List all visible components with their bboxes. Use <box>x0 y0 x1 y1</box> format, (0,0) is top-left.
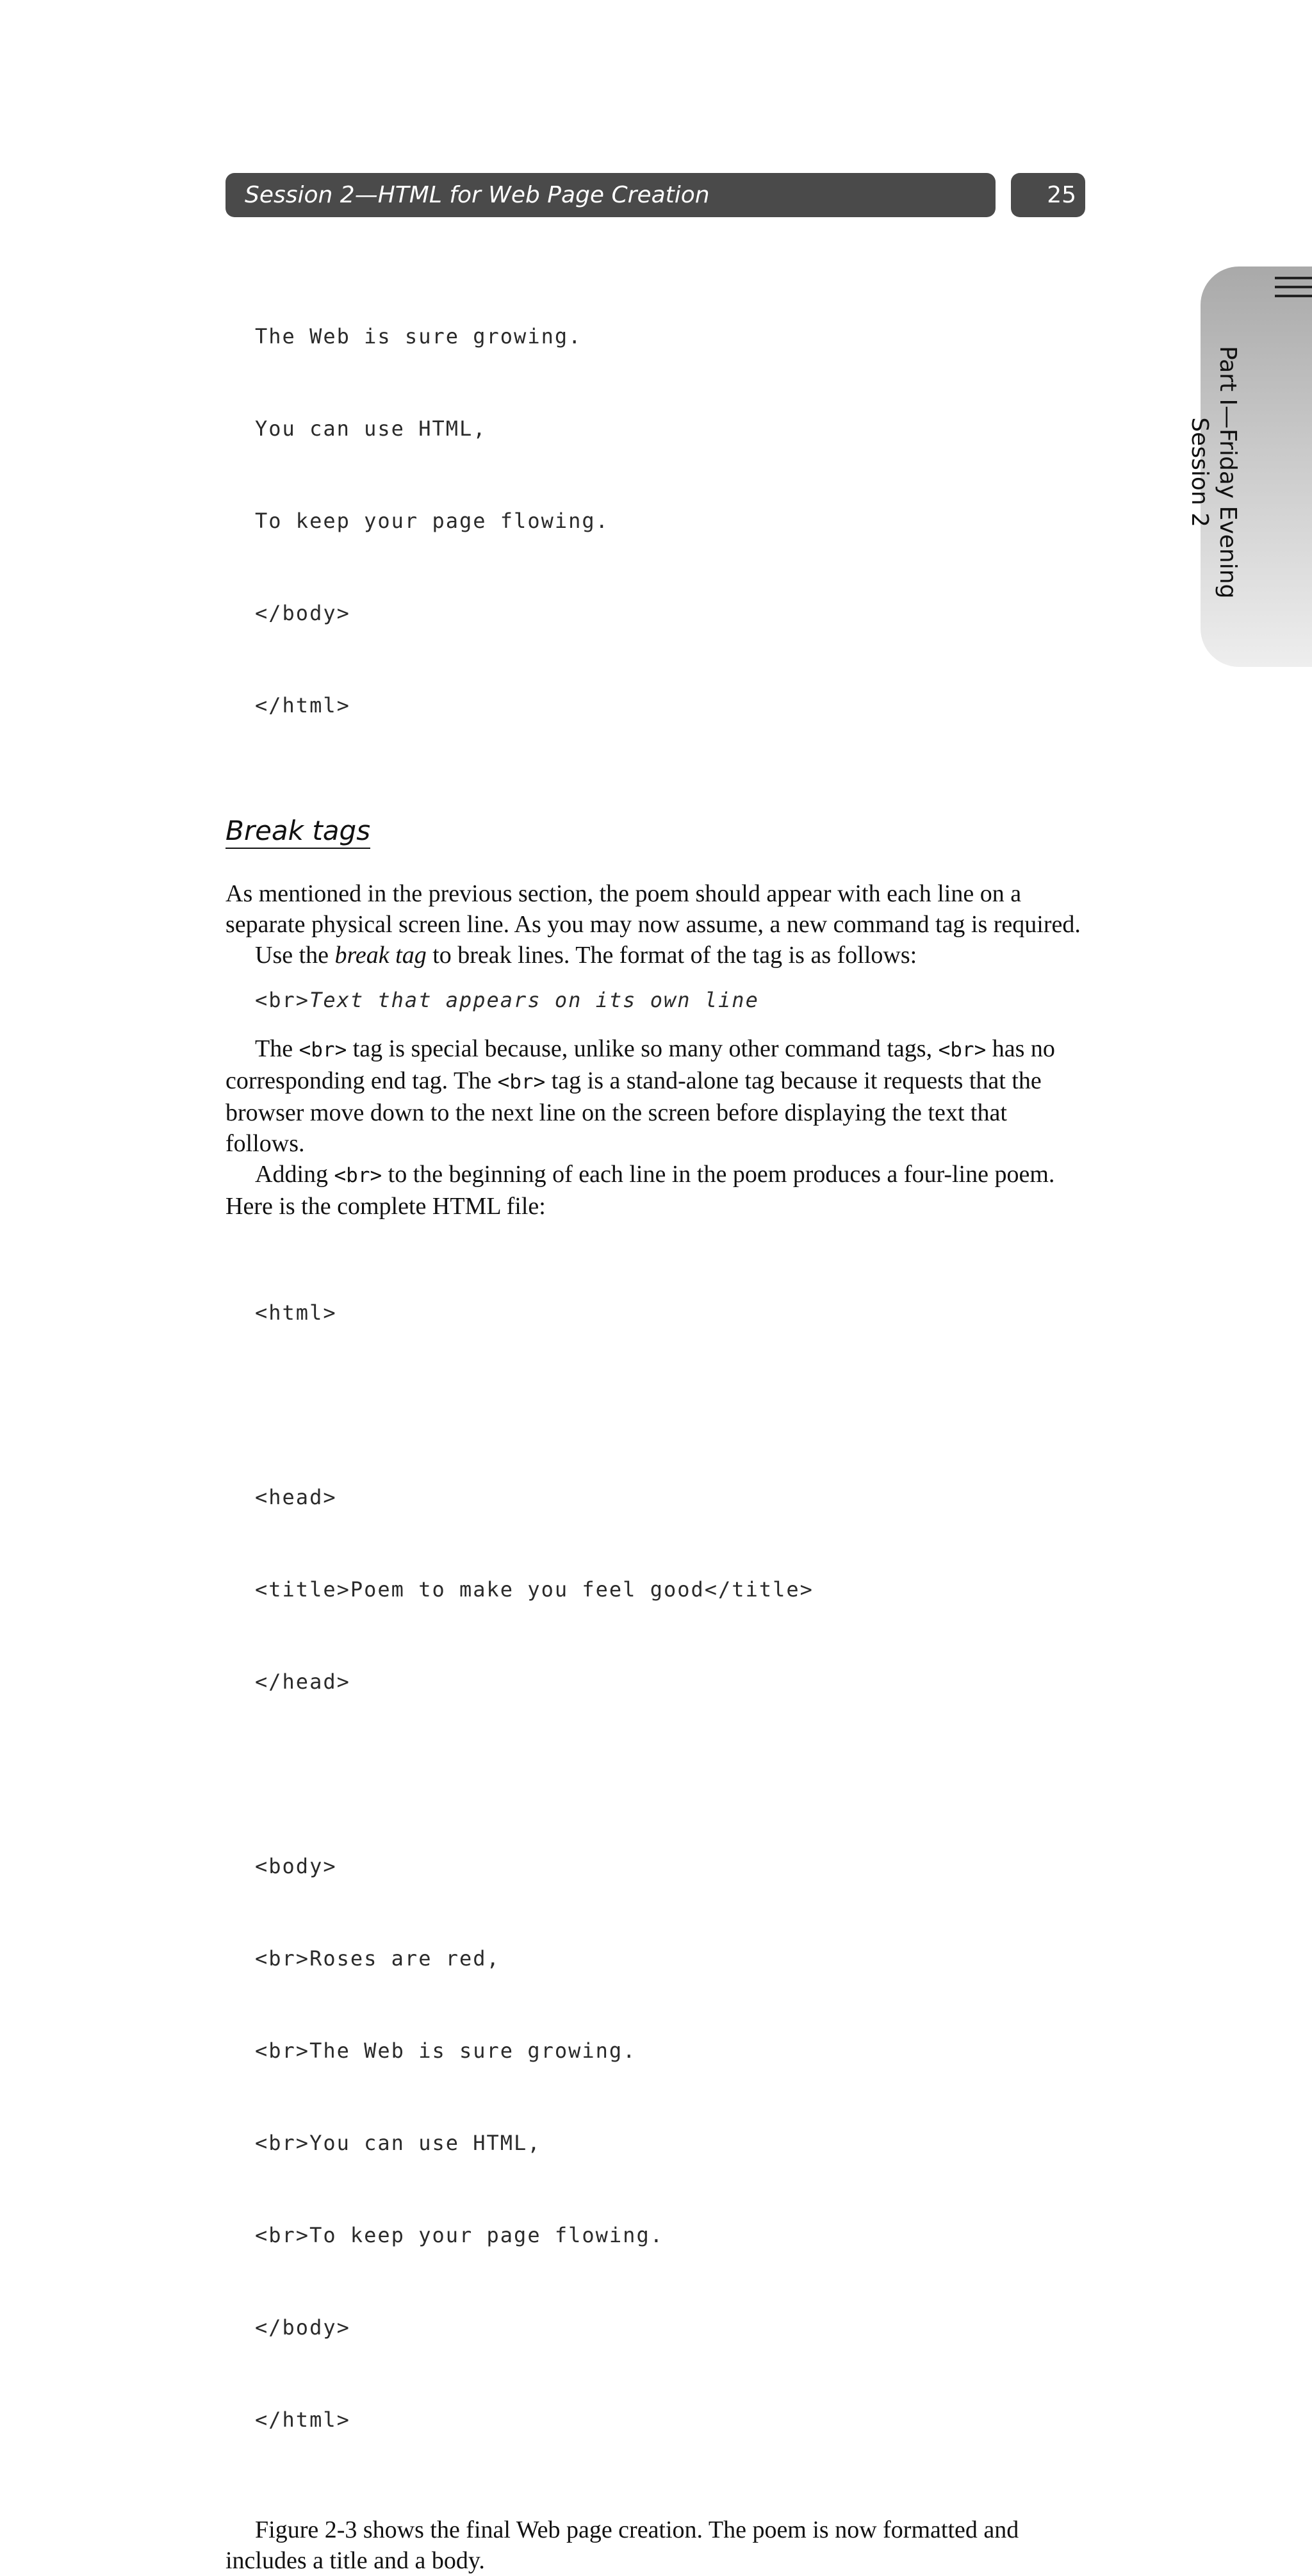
code-line: <html> <box>255 1300 337 1325</box>
code-line: </html> <box>255 693 350 718</box>
code-line <box>255 1759 1084 1789</box>
code-line: </body> <box>255 601 350 625</box>
side-tab-session: Session 2 <box>1186 417 1213 528</box>
code-block-full-html <box>226 1236 1084 2497</box>
code-line: <br>To keep your page flowing. <box>255 2223 664 2247</box>
code-line: <br>The Web is sure growing. <box>255 2039 637 2063</box>
paragraph-adding-br: Adding <br> to the beginning of each line in the poem produces a four-line poem. Here is the complete HTML file: <box>226 1161 1055 1220</box>
code-line: To keep your page flowing. <box>255 509 609 533</box>
code-line: You can use HTML, <box>255 416 487 441</box>
code-line <box>255 1390 1084 1420</box>
code-line: </body> <box>255 2315 350 2340</box>
code-line: </html> <box>255 2408 350 2432</box>
section-heading: Break tags <box>226 814 370 849</box>
page-content <box>226 259 1084 2576</box>
code-line: <body> <box>255 1854 337 1878</box>
code-line: The Web is sure growing. <box>255 324 582 349</box>
running-header-title: Session 2—HTML for Web Page Creation <box>226 173 996 217</box>
paragraph-break-tag-usage: Use the break tag to break lines. The format of the tag is as follows: <box>255 942 917 969</box>
paragraph-intro: As mentioned in the previous section, the poem should appear with each line on a separate physical screen line. As you may now assume, a new command tag is required. <box>226 880 1081 938</box>
page-number: 25 <box>1011 173 1085 217</box>
paragraph-br-special: The <br> tag is special because, unlike so many other command tags, <br> has no corresponding end tag. The <br> tag is a stand-alone tag because it requests that the browser move down to the next line on the screen before displaying the text that follows. <box>226 1035 1055 1157</box>
side-tab-part: Part I—Friday Evening <box>1215 346 1241 599</box>
tab-marker-lines <box>1275 277 1312 302</box>
code-line: </head> <box>255 1669 350 1694</box>
code-block-format: <br>Text that appears on its own line <box>255 988 759 1012</box>
side-tab-label <box>1185 346 1242 598</box>
paragraph-figure-reference: Figure 2-3 shows the final Web page creation. The poem is now formatted and includes a title and a body. <box>226 2516 1019 2574</box>
code-line: <br>You can use HTML, <box>255 2131 541 2155</box>
code-block-top <box>226 259 1084 782</box>
code-line: <head> <box>255 1485 337 1509</box>
code-line: <title>Poem to make you feel good</title> <box>255 1577 814 1602</box>
code-line: <br>Roses are red, <box>255 1946 500 1971</box>
